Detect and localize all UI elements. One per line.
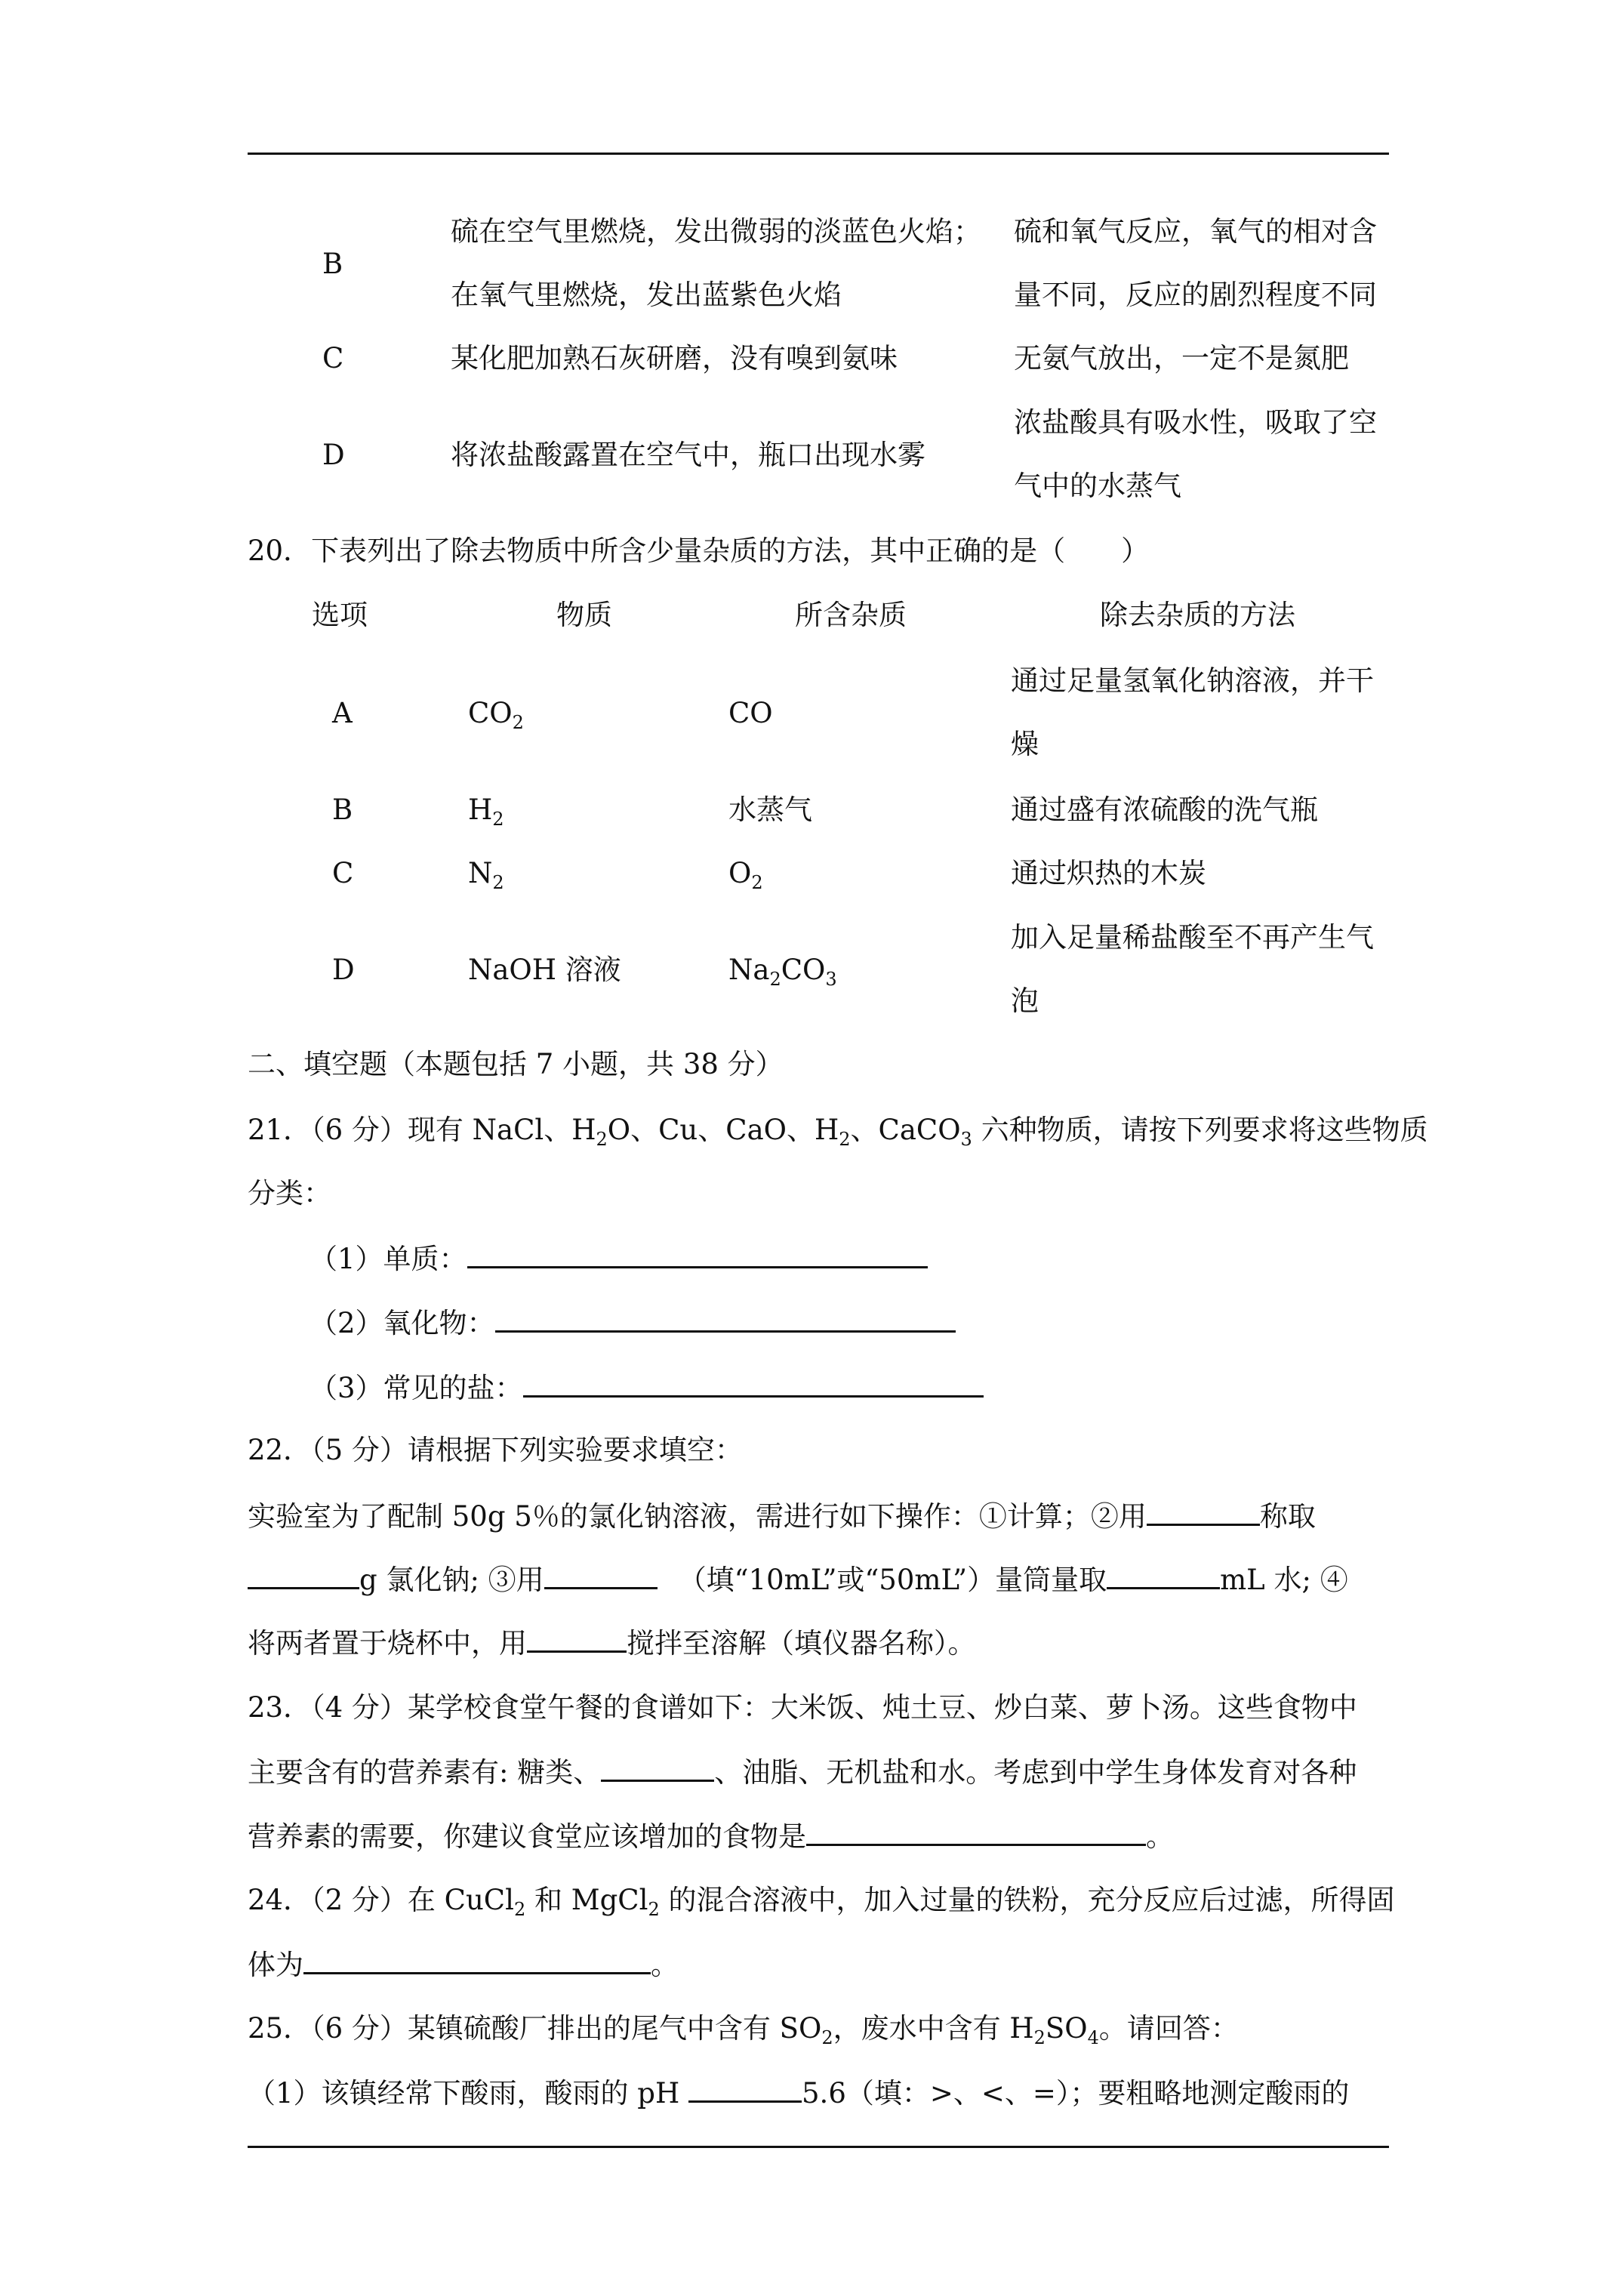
q20-row-c-label: C <box>332 857 354 889</box>
q20-row-c-impurity: $O_2$ <box>728 857 763 893</box>
q19-row-b-explanation-line1: 硫和氧气反应，氧气的相对含 <box>1014 215 1377 248</box>
q20-row-a-method-line2: 燥 <box>1011 728 1039 760</box>
q22-line2: g 氯化钠; ③用 （填“10mL”或“50mL”）量筒量取 mL 水; ④ <box>248 1561 1348 1598</box>
q21-item-1: （1）单质： <box>310 1240 928 1277</box>
q25-line1: 25．（6 分）某镇硫酸厂排出的尾气中含有 $SO_2$，废水中含有 $H_2SO_4$。请回答： <box>248 2012 1239 2048</box>
q19-row-b-phenomenon-line1: 硫在空气里燃烧，发出微弱的淡蓝色火焰； <box>451 215 981 248</box>
q19-row-d-explanation-line2: 气中的水蒸气 <box>1014 470 1181 502</box>
q21-stem-line2: 分类： <box>248 1177 331 1210</box>
q20-header-substance: 物质 <box>556 599 612 631</box>
q21-stem: 21．（6 分）现有 NaCl、$H_2O$、Cu、CaO、$H_2$、CaCO$_3$ 六种物质，请按下列要求将这些物质 <box>248 1114 1428 1150</box>
q23-line2: 主要含有的营养素有: 糖类、 、油脂、无机盐和水。考虑到中学生身体发育对各种 <box>248 1754 1357 1790</box>
q20-row-c-method: 通过炽热的木炭 <box>1011 857 1206 889</box>
q19-row-d-label: D <box>322 439 345 471</box>
q20-row-a-substance: $CO_2$ <box>468 697 524 733</box>
header-rule <box>248 153 1389 155</box>
q21-item-3: （3）常见的盐： <box>310 1370 984 1406</box>
q20-header-method: 除去杂质的方法 <box>1100 599 1295 631</box>
q19-row-b-explanation-line2: 量不同，反应的剧烈程度不同 <box>1014 279 1377 311</box>
q20-row-b-label: B <box>332 794 353 826</box>
answer-blank[interactable] <box>601 1754 714 1782</box>
q21-item-2: （2）氧化物： <box>310 1305 956 1341</box>
q20-row-d-substance: NaOH 溶液 <box>468 954 621 986</box>
q24-line1: 24．（2 分）在 CuCl$_2$ 和 MgCl$_2$ 的混合溶液中，加入过量的铁粉，充分反应后过滤，所得固 <box>248 1884 1395 1920</box>
q20-row-d-method-line1: 加入足量稀盐酸至不再产生气 <box>1011 921 1374 954</box>
q20-stem: 20．下表列出了除去物质中所含少量杂质的方法，其中正确的是（ ） <box>248 535 1150 567</box>
q20-row-a-method-line1: 通过足量氢氧化钠溶液，并干 <box>1011 664 1374 697</box>
answer-blank[interactable] <box>1107 1561 1220 1589</box>
q22-line3: 将两者置于烧杯中，用 搅拌至溶解（填仪器名称）。 <box>248 1625 976 1661</box>
q20-row-b-impurity: 水蒸气 <box>728 794 812 826</box>
q23-line1: 23．（4 分）某学校食堂午餐的食谱如下：大米饭、炖土豆、炒白菜、萝卜汤。这些食物中 <box>248 1691 1357 1724</box>
q20-row-b-method: 通过盛有浓硫酸的洗气瓶 <box>1011 794 1318 826</box>
answer-blank[interactable] <box>467 1240 928 1268</box>
section-title: 二、填空题（本题包括 7 小题，共 38 分） <box>248 1048 784 1080</box>
answer-blank[interactable] <box>1147 1498 1260 1526</box>
answer-blank[interactable] <box>523 1370 984 1398</box>
q20-row-a-label: A <box>332 697 353 729</box>
answer-blank[interactable] <box>544 1561 658 1589</box>
q22-stem: 22．（5 分）请根据下列实验要求填空： <box>248 1434 743 1466</box>
q19-row-c-label: C <box>322 342 344 374</box>
q19-row-c-phenomenon: 某化肥加熟石灰研磨，没有嗅到氨味 <box>451 342 898 374</box>
q20-row-c-substance: $N_2$ <box>468 857 504 893</box>
answer-blank[interactable] <box>527 1625 627 1653</box>
q19-row-b-phenomenon-line2: 在氧气里燃烧，发出蓝紫色火焰 <box>451 279 842 311</box>
q19-row-d-phenomenon: 将浓盐酸露置在空气中，瓶口出现水雾 <box>451 439 925 471</box>
q24-line2: 体为 。 <box>248 1946 679 1983</box>
q20-header-option: 选项 <box>312 599 368 631</box>
q22-line1: 实验室为了配制 50g 5％的氯化钠溶液，需进行如下操作：①计算；②用 称取 <box>248 1498 1316 1534</box>
footer-rule <box>248 2146 1389 2148</box>
q25-line2: （1）该镇经常下酸雨，酸雨的 pH 5.6（填：>、<、=）；要粗略地测定酸雨的 <box>248 2075 1349 2111</box>
answer-blank[interactable] <box>303 1946 651 1974</box>
q19-row-d-explanation-line1: 浓盐酸具有吸水性，吸取了空 <box>1014 406 1377 439</box>
q23-line3: 营养素的需要，你建议食堂应该增加的食物是 。 <box>248 1818 1174 1854</box>
q19-row-b-label: B <box>322 248 343 280</box>
q20-row-d-method-line2: 泡 <box>1011 985 1039 1017</box>
q20-row-d-label: D <box>332 954 355 986</box>
q20-row-d-impurity: $Na_2CO_3$ <box>728 954 837 990</box>
q20-header-impurity: 所含杂质 <box>795 599 907 631</box>
answer-blank[interactable] <box>248 1561 359 1589</box>
q19-row-c-explanation: 无氨气放出，一定不是氮肥 <box>1014 342 1349 374</box>
q20-row-a-impurity: CO <box>728 697 773 729</box>
q20-row-b-substance: $H_2$ <box>468 794 504 830</box>
answer-blank[interactable] <box>495 1305 956 1333</box>
answer-blank[interactable] <box>688 2075 802 2103</box>
answer-blank[interactable] <box>806 1818 1146 1846</box>
